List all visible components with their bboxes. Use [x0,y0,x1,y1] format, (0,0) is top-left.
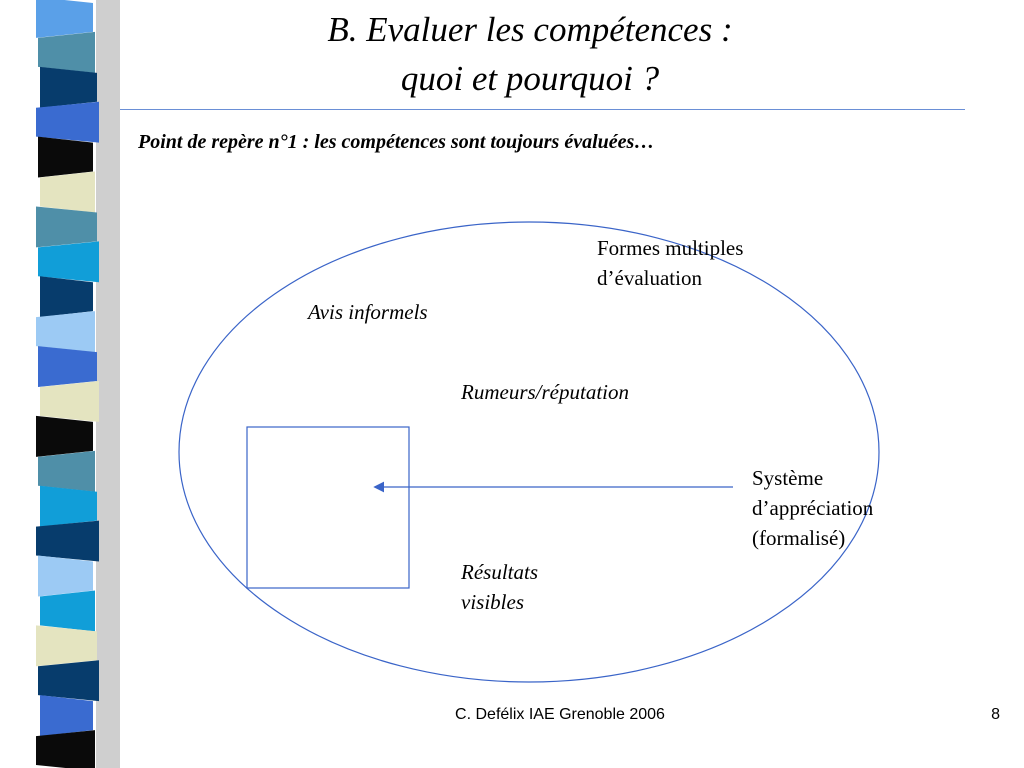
stripe-block [38,556,93,597]
stripe-block [38,451,95,492]
stripe-block [36,521,99,562]
stripe-block [40,695,93,736]
label-resultats-line2: visibles [461,590,524,614]
stripe-block [36,206,97,247]
stripe-block [38,32,95,73]
stripe-block [36,311,95,352]
stripe-block [40,67,97,108]
label-systeme-line1: Système [752,466,824,490]
slide-title-line2: quoi et pourquoi ? [400,59,660,98]
stripe-block [40,381,99,422]
label-formes-multiples-line2: d’évaluation [597,266,702,290]
stripe-shadow [96,0,120,768]
formal-system-box [247,427,409,588]
stripe-block [36,0,93,38]
evaluation-ellipse [179,222,879,682]
slide-subtitle: Point de repère n°1 : les compétences sont toujours évaluées… [138,131,655,153]
label-systeme-line3: (formalisé) [752,526,846,550]
footer-credit: C. Defélix IAE Grenoble 2006 [455,706,665,723]
stripe-block [40,172,95,213]
stripe-block [36,625,97,666]
stripe-block [40,486,97,527]
stripe-block [40,276,93,317]
stripe-block [36,416,93,457]
stripe-block [38,137,93,178]
label-avis-informels: Avis informels [308,300,428,324]
slide-title-line1: B. Evaluer les compétences : [327,10,733,49]
stripe-block [38,346,97,387]
evaluation-diagram [170,215,910,695]
label-resultats-line1: Résultats [461,560,538,584]
label-systeme-line2: d’appréciation [752,496,874,520]
decorative-stripe-band [0,0,120,768]
stripe-block [38,241,99,282]
label-formes-multiples-line1: Formes multiples [597,236,744,260]
title-divider [120,109,965,110]
stripe-block [36,730,95,768]
label-rumeurs-reputation: Rumeurs/réputation [461,380,629,404]
page-number: 8 [991,706,1000,723]
stripe-block [38,660,99,701]
stripe-block [36,102,99,143]
stripe-block [40,590,95,631]
